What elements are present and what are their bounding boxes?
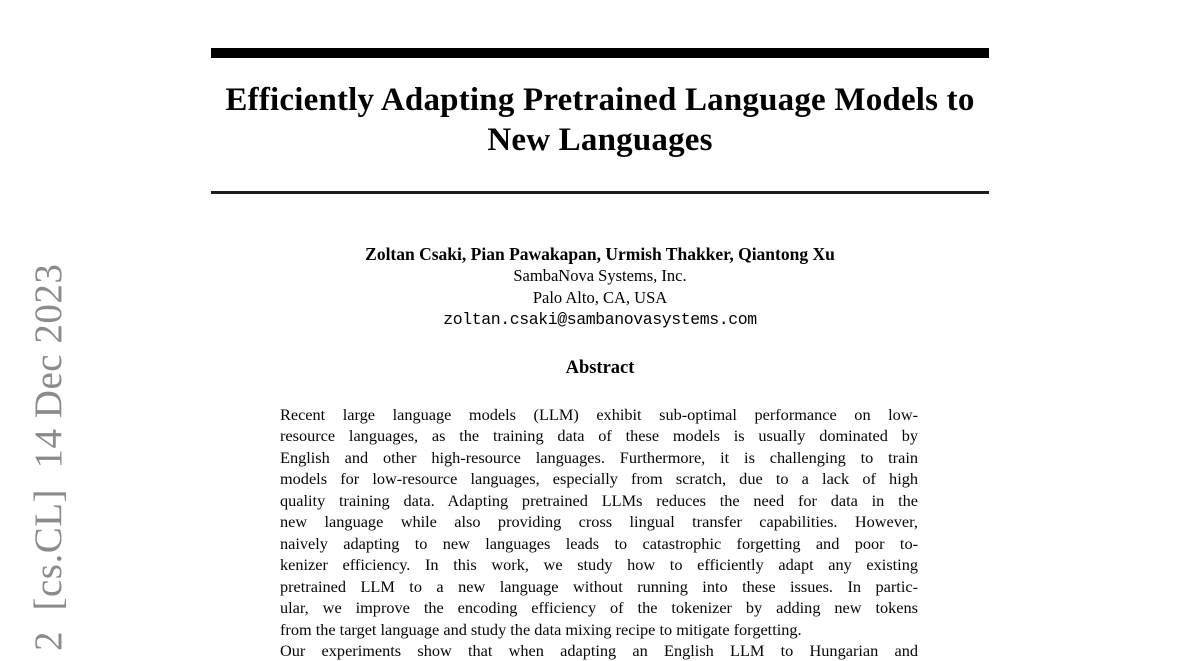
abstract-heading: Abstract xyxy=(565,358,635,378)
abstract-body xyxy=(280,404,918,661)
abstract-line: quality training data. Adapting pretrained LLMs reduces the need for data in the xyxy=(280,490,918,510)
abstract-line: naively adapting to new languages leads to catastrophic forgetting and poor to- xyxy=(280,533,918,553)
paper-title-line-2: New Languages xyxy=(487,122,713,158)
author-block xyxy=(211,243,989,331)
abstract-line: kenizer efficiency. In this work, we study how to efficiently adapt any existing xyxy=(280,555,918,575)
abstract-line: models for low-resource languages, especially from scratch, due to a lack of high xyxy=(280,469,918,489)
paper-title-line-1: Efficiently Adapting Pretrained Language Models to xyxy=(225,82,975,118)
author-affiliation: SambaNova Systems, Inc. xyxy=(513,266,687,285)
author-names: Zoltan Csaki, Pian Pawakapan, Urmish Thakker, Qiantong Xu xyxy=(365,244,835,264)
arxiv-watermark: 2 [cs.CL] 14 Dec 2023 xyxy=(27,263,70,651)
author-email: zoltan.csaki@sambanovasystems.com xyxy=(443,310,757,329)
abstract-line: English and other high-resource languages. Furthermore, it is challenging to train xyxy=(280,447,918,467)
abstract-line: ular, we improve the encoding efficiency of the tokenizer by adding new tokens xyxy=(280,598,918,618)
paper-title xyxy=(211,80,989,160)
abstract-line: pretrained LLM to a new language without running into these issues. In partic- xyxy=(280,576,918,596)
abstract-line: new language while also providing cross lingual transfer capabilities. However, xyxy=(280,512,918,532)
abstract-line: resource languages, as the training data of these models is usually dominated by xyxy=(280,426,918,446)
title-bottom-rule xyxy=(211,191,989,194)
abstract-line: from the target language and study the data mixing recipe to mitigate forgetting. xyxy=(280,619,802,639)
author-location: Palo Alto, CA, USA xyxy=(532,288,668,307)
abstract-line: Recent large language models (LLM) exhibit sub-optimal performance on low- xyxy=(280,405,918,424)
title-top-rule xyxy=(211,48,989,58)
abstract-partial-line: Our experiments show that when adapting an English LLM to Hungarian and xyxy=(280,640,918,660)
